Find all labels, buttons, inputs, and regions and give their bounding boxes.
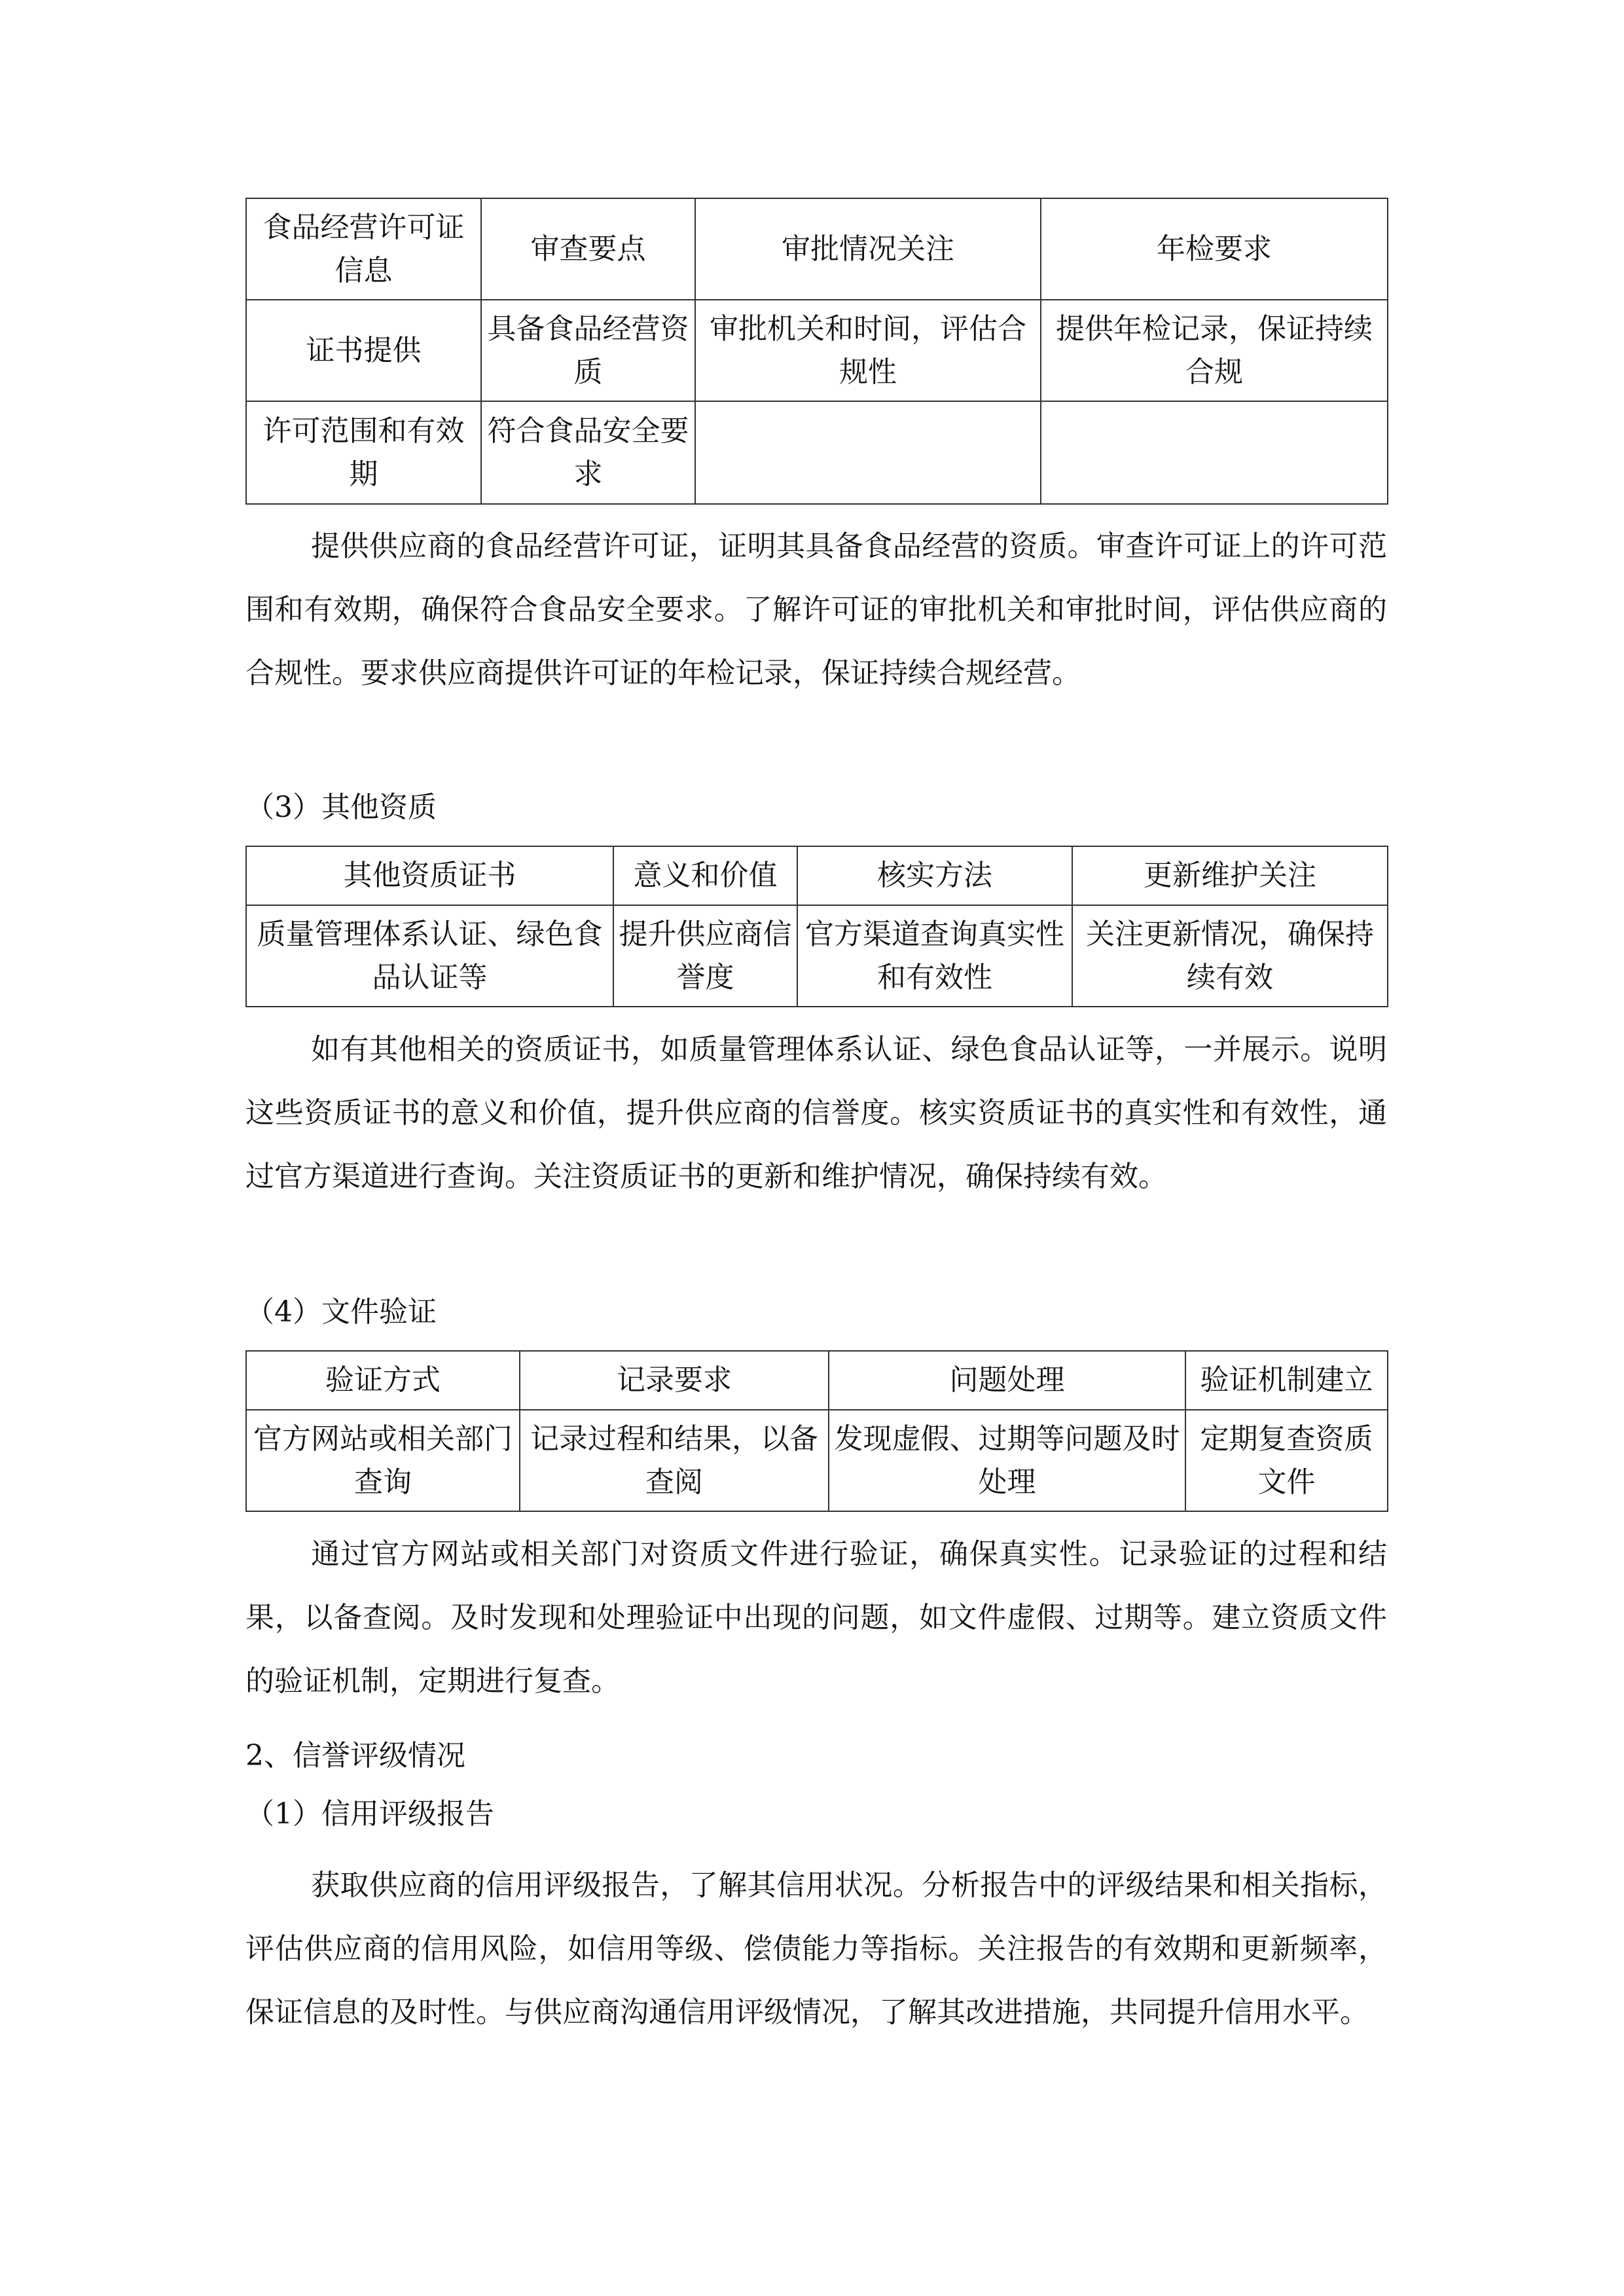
table-cell: 定期复查资质文件 (1185, 1410, 1388, 1511)
table-row (246, 1410, 1388, 1511)
table-cell (695, 401, 1041, 504)
heading-document-verification: （4）文件验证 (245, 1295, 437, 1329)
table-cell: 问题处理 (829, 1351, 1185, 1410)
other-qualifications-table (245, 846, 1388, 1007)
table-row (246, 401, 1388, 504)
table-cell: 证书提供 (246, 300, 481, 401)
document-verification-table (245, 1350, 1388, 1512)
document-verification-paragraph: 通过官方网站或相关部门对资质文件进行验证，确保真实性。记录验证的过程和结果，以备查阅。及时发现和处理验证中出现的问题，如文件虚假、过期等。建立资质文件的验证机制，定期进行复查。 (245, 1537, 1387, 1698)
table-cell: 质量管理体系认证、绿色食品认证等 (246, 905, 613, 1007)
section-credit-rating: 2、信誉评级情况 (245, 1739, 465, 1772)
table-cell: 符合食品安全要求 (481, 401, 695, 504)
table-cell: 具备食品经营资质 (481, 300, 695, 401)
table-cell (1041, 401, 1388, 504)
credit-report-paragraph: 获取供应商的信用评级报告，了解其信用状况。分析报告中的评级结果和相关指标，评估供应商的信用风险，如信用等级、偿债能力等指标。关注报告的有效期和更新频率，保证信息的及时性。与供应商沟通信用评级情况，了解其改进措施，共同提升信用水平。 (245, 1869, 1387, 2029)
table-row (246, 300, 1388, 401)
table-cell: 官方渠道查询真实性和有效性 (797, 905, 1072, 1007)
table-cell: 验证机制建立 (1185, 1351, 1388, 1410)
table-cell: 许可范围和有效期 (246, 401, 481, 504)
heading-credit-report: （1）信用评级报告 (245, 1797, 494, 1831)
table-cell: 食品经营许可证信息 (246, 198, 481, 300)
table-cell: 发现虚假、过期等问题及时处理 (829, 1410, 1185, 1511)
table-cell: 记录过程和结果，以备查阅 (520, 1410, 829, 1511)
heading-other-qualifications: （3）其他资质 (245, 791, 437, 824)
table-row (246, 198, 1388, 300)
table-cell: 关注更新情况，确保持续有效 (1072, 905, 1388, 1007)
table-cell: 审查要点 (481, 198, 695, 300)
table-cell: 提供年检记录，保证持续合规 (1041, 300, 1388, 401)
other-qualifications-paragraph: 如有其他相关的资质证书，如质量管理体系认证、绿色食品认证等，一并展示。说明这些资质证书的意义和价值，提升供应商的信誉度。核实资质证书的真实性和有效性，通过官方渠道进行查询。关注资质证书的更新和维护情况，确保持续有效。 (245, 1033, 1387, 1193)
table-cell: 意义和价值 (613, 846, 797, 905)
license-paragraph: 提供供应商的食品经营许可证，证明其具备食品经营的资质。审查许可证上的许可范围和有效期，确保符合食品安全要求。了解许可证的审批机关和审批时间，评估供应商的合规性。要求供应商提供许可证的年检记录，保证持续合规经营。 (245, 529, 1387, 690)
table-cell: 审批机关和时间，评估合规性 (695, 300, 1041, 401)
table-row (246, 905, 1388, 1007)
table-row (246, 846, 1388, 905)
table-cell: 提升供应商信誉度 (613, 905, 797, 1007)
table-cell: 更新维护关注 (1072, 846, 1388, 905)
table-cell: 记录要求 (520, 1351, 829, 1410)
table-cell: 验证方式 (246, 1351, 520, 1410)
table-cell: 年检要求 (1041, 198, 1388, 300)
table-cell: 其他资质证书 (246, 846, 613, 905)
license-info-table (245, 198, 1388, 505)
table-cell: 官方网站或相关部门查询 (246, 1410, 520, 1511)
table-cell: 核实方法 (797, 846, 1072, 905)
table-cell: 审批情况关注 (695, 198, 1041, 300)
table-row (246, 1351, 1388, 1410)
